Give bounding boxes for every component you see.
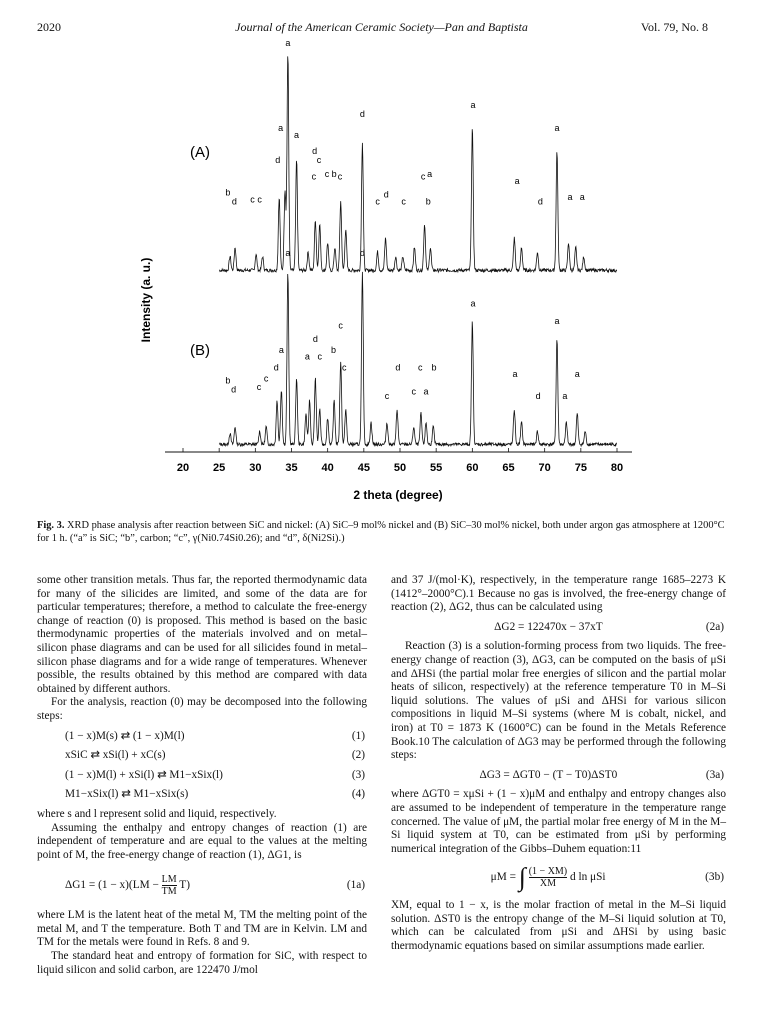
xrd-trace [219, 272, 617, 446]
peak-label: c [342, 362, 347, 373]
x-tick-label: 30 [249, 462, 262, 474]
peak-label: b [431, 362, 437, 373]
paragraph: some other transition metals. Thus far, the reported thermodynamic data for many of the silicides are limited, and some of the data are for particular temperatures; therefore, a method to calculate the free-energy change of reaction (0) is proposed. This method is based on the basic thermodynamic properties of the materials involved and on metal–silicon phase diagrams and can be used for all silicides found in metal–silicon phase diagrams and for a wide range of temperatures. Whenever possible, the results obtained by this method are compared with data obtained by different authors. [37, 574, 367, 695]
x-tick-label: 60 [466, 462, 479, 474]
equation-2: xSiC ⇄ xSi(l) + xC(s) (2) [65, 749, 365, 762]
peak-label: a [514, 175, 520, 186]
peak-label: a [562, 391, 568, 401]
peak-label: b [330, 344, 336, 355]
paragraph: Assuming the enthalpy and entropy changes of reaction (1) are independent of temperature and are equal to the values at the melting point of M, the free-energy change of reaction (1), ΔG1, is [37, 821, 367, 861]
paragraph: The standard heat and entropy of formation for SiC, with respect to liquid silicon and solid carbon, are 122470 J/mol [37, 950, 367, 976]
peak-label: d [231, 384, 237, 395]
x-tick-label: 40 [321, 462, 334, 474]
equation-2a: ΔG2 = 122470x − 37xT (2a) [494, 620, 724, 633]
peak-label: a [470, 100, 476, 110]
peak-label: d [383, 189, 389, 200]
pattern-b [219, 272, 617, 446]
xrd-figure [0, 37, 763, 510]
running-header: Journal of the American Ceramic Society—Pan and Baptista [235, 20, 528, 34]
peak-label: a [427, 169, 433, 179]
peak-label: a [423, 386, 429, 397]
peak-label: c [324, 169, 330, 179]
peak-label: c [250, 194, 255, 205]
paragraph: and 37 J/(mol·K), respectively, in the temperature range 1685–2273 K (1412°–2000°C).1 Because no gas is involved, the free-energy change of reaction (2), ΔG2, thus can be calculated using [391, 574, 726, 614]
peak-label: d [231, 196, 237, 207]
peak-label: b [225, 187, 231, 198]
volume-info: Vol. 79, No. 8 [640, 20, 708, 34]
peak-label: d [275, 155, 281, 166]
x-tick-label: 75 [574, 462, 587, 474]
peak-label: b [331, 169, 337, 179]
x-tick-label: 65 [502, 462, 515, 474]
page-number: 2020 [37, 20, 61, 34]
figure-caption [37, 519, 727, 545]
equation-1a: ΔG1 = (1 − x)(LM − $\frac{LM}{TM}$ T) (1a) [65, 874, 365, 898]
peak-label: c [384, 391, 390, 401]
peak-label: a [294, 129, 300, 140]
peak-label: a [285, 248, 291, 258]
peak-label: c [263, 373, 269, 384]
peak-label: a [285, 37, 291, 48]
peak-label: b [225, 375, 231, 386]
peak-label: a [278, 123, 284, 133]
x-tick-label: 80 [610, 462, 624, 474]
peak-label: c [256, 382, 262, 393]
peak-label: c [338, 320, 343, 331]
xrd-chart [0, 37, 763, 510]
peak-label: c [401, 196, 406, 207]
panel-a-label: (A) [190, 144, 210, 161]
peak-label: d [359, 109, 365, 120]
equation-4: M1−xSix(l) ⇄ M1−xSix(s) (4) [65, 788, 365, 801]
peak-label: d [273, 362, 279, 373]
peak-label: d [312, 333, 318, 344]
peak-label: d [312, 146, 318, 156]
peak-labels-a [225, 38, 584, 207]
panel-b-label: (B) [190, 342, 210, 359]
x-tick-label: 70 [538, 462, 551, 474]
peak-label: a [567, 192, 573, 202]
peak-label: a [304, 351, 310, 362]
peak-label: c [418, 362, 423, 373]
x-tick-label: 25 [213, 462, 226, 474]
right-column [391, 574, 726, 954]
y-axis-label: Intensity (a. u.) [139, 257, 153, 343]
x-axis-label: 2 theta (degree) [353, 488, 443, 502]
x-tick-label: 45 [357, 462, 370, 474]
equation-3: (1 − x)M(l) + xSi(l) ⇄ M1−xSix(l) (3) [65, 768, 365, 781]
peak-label: a [554, 316, 560, 327]
x-tick-label: 55 [430, 462, 443, 474]
caption-label: Fig. 3. [37, 520, 65, 531]
paragraph: where LM is the latent heat of the metal M, TM the melting point of the metal M, and T the temperature. Both T and TM are in Kelvin. LM and TM for the metals were found in Refs. 8 and 9. [37, 909, 367, 949]
paragraph: Reaction (3) is a solution-forming process from two liquids. The free-energy change of reaction (3), ΔG3, can be computed on the basis of μSi and ΔHSi (the partial molar free energies of silicon and the partial molar heats of silicon, respectively) at the reference temperature T0 in M–Si liquid solutions. The values of μSi and ΔHSi for various silicon compositions in liquid M–Si systems (where M is cobalt, nickel, and iron) at T0 = 1873 K (1600°C) can be found in the Metals Reference Book.10 The calculation of ΔG3 may be performed through the following steps: [391, 640, 726, 762]
peak-label: c [420, 171, 426, 182]
caption-text: XRD phase analysis after reaction between SiC and nickel: (A) SiC–9 mol% nickel and (B) SiC–30 mol% nickel, both under argon gas atmosphere at 1200°C for 1 h. (“a” is SiC; “b”, carbon; “c”, γ(Ni0.74Si0.26); and “d”, δ(Ni2Si).) [37, 520, 725, 544]
peak-label: d [395, 362, 401, 373]
paragraph: where ΔGT0 = xμSi + (1 − x)μM and enthalpy and entropy changes also are assumed to be independent of temperature in the temperature range concerned. The value of μM, the partial molar free energy of M in the M–Si liquid system at T0, can be estimated from μSi by performing numerical integration of the Gibbs–Duhem equation:11 [391, 788, 726, 855]
peak-label: c [311, 171, 317, 182]
x-tick-label: 50 [393, 462, 407, 474]
peak-label: a [574, 369, 580, 379]
peak-label: a [554, 123, 560, 133]
x-tick-label: 35 [285, 462, 298, 474]
peak-label: a [579, 192, 585, 202]
peak-label: c [317, 351, 322, 362]
peak-label: c [316, 155, 322, 166]
paragraph: where s and l represent solid and liquid, respectively. [37, 807, 277, 820]
peak-label: d [535, 391, 541, 401]
peak-label: c [257, 194, 262, 205]
paragraph: XM, equal to 1 − x, is the molar fraction of metal in the M–Si liquid solution. ΔST0 is the entropy change of the M–Si liquid solution at T0, which can be calculated from μSi and ΔHSi by using basic thermodynamic equations based on similar assumptions made earlier. [391, 899, 726, 953]
peak-label: d [359, 248, 365, 258]
equation-3b: μM = ∫ $\frac{(1 - XM)}{XM}$ d ln μSi (3b) [490, 862, 724, 892]
peak-label: a [278, 344, 284, 355]
peak-label: b [425, 196, 431, 207]
peak-label: a [512, 369, 518, 379]
peak-label: c [337, 171, 343, 182]
x-tick-label: 20 [176, 462, 190, 474]
paragraph: For the analysis, reaction (0) may be decomposed into the following steps: [37, 696, 367, 722]
peak-label: c [411, 386, 416, 397]
equation-1: (1 − x)M(s) ⇄ (1 − x)M(l) (1) [65, 729, 365, 742]
left-column [37, 574, 367, 977]
peak-label: d [537, 196, 543, 207]
peak-label: c [375, 196, 380, 207]
peak-label: a [470, 298, 476, 309]
equation-3a: ΔG3 = ΔGT0 − (T − T0)ΔST0 (3a) [479, 768, 724, 781]
